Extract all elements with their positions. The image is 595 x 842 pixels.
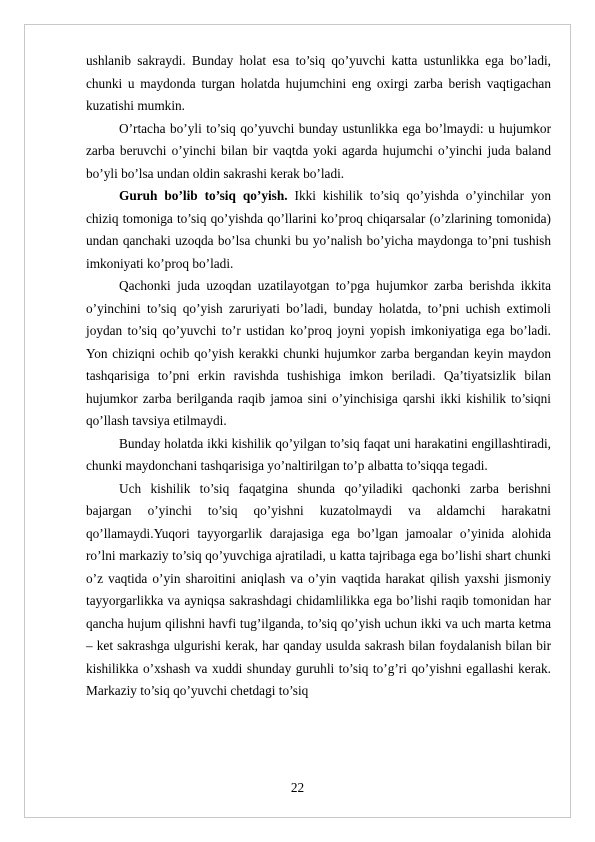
- page-number: 22: [290, 780, 305, 795]
- document-body: [86, 50, 551, 703]
- paragraph-3-text: Ikki kishilik to’siq qo’yishda o’yinchilar yon chiziq tomoniga to’siq qo’yishda qo’llarini ko’proq chiqarsalar (o’zlarining tomonida) undan qanchaki uzoqda bo’lsa chunki bu yo’nalish bo’yicha maydonga to’pni tushish imkoniyati ko’proq bo’ladi.: [86, 188, 551, 271]
- paragraph-6-text: Uch kishilik to’siq faqatgina shunda qo’yiladiki qachonki zarba berishni bajargan o’yinchi to’siq qo’yishni kuzatolmaydi va aldamchi harakatni qo’llamaydi.Yuqori tayyorgarlik darajasiga ega bo’lgan jamoalar o’yinida alohida ro’lni markaziy to’siq qo’yuvchiga ajratiladi, u katta tajribaga ega bo’lishi shart chunki o’z vaqtida o’yin sharoitini aniqlash va o’yin vaqtida harakat qilish yaxshi jismoniy tayyorgarlikka va ayniqsa sakrashdagi chidamlilikka ega bo’lishi raqib tomonidan har qancha hujum qilishni havfi tug’ilganda, to’siq qo’yish uchun ikki va uch marta ketma – ket sakrashga ulgurishi kerak, har qanday usulda sakrash bilan foydalanish bilan bir kishilikka o’xshash va xuddi shunday guruhli to’siq to’g’ri qo’yishni egallashi kerak. Markaziy to’siq qo’yuvchi chetdagi to’siq: [86, 480, 551, 698]
- paragraph-5: [86, 433, 551, 478]
- paragraph-2: [86, 118, 551, 186]
- paragraph-1-text: ushlanib sakraydi. Bunday holat esa to’siq qo’yuvchi katta ustunlikka ega bo’ladi, chunki u maydonda turgan holatda hujumchini eng oxirgi zarba berish vaqtigachan kuzatishi mumkin.: [86, 53, 551, 113]
- paragraph-3: [86, 185, 551, 275]
- paragraph-2-text: O’rtacha bo’yli to’siq qo’yuvchi bunday ustunlikka ega bo’lmaydi: u hujumkor zarba beruvchi o’yinchi bilan bir vaqtda yoki agarda hujumchi o’yinchi juda baland bo’yli bo’lsa undan oldin sakrashi kerak bo’ladi.: [86, 120, 551, 181]
- paragraph-4: [86, 275, 551, 433]
- paragraph-5-text: Bunday holatda ikki kishilik qo’yilgan to’siq faqat uni harakatini engillashtiradi, chunki maydonchani tashqarisiga yo’naltirilgan to’p albatta to’siqqa tegadi.: [86, 435, 551, 473]
- paragraph-1: [86, 50, 551, 118]
- section-heading: Guruh bo’lib to’siq qo’yish.: [119, 188, 288, 203]
- paragraph-4-text: Qachonki juda uzoqdan uzatilayotgan to’pga hujumkor zarba berishda ikkita o’yinchini to’siq qo’yish zaruriyati bo’ladi, bunday holatda, to’pni uchish extimoli joydan to’siq qo’yuvchi to’r ustidan ko’proq joyni yopish imkoniyatiga ega bo’ladi. Yon chiziqni ochib qo’yish kerakki chunki hujumkor zarba bergandan keyin maydon tashqarisiga to’pni erkin ravishda tushishiga imkon beriladi. Qa’tiyatsizlik bilan hujumkor zarba berilganda raqib jamoa sini o’yinchisiga qarshi ikki kishilik to’siqni qo’llash tavsiya etilmaydi.: [86, 278, 551, 428]
- paragraph-6: [86, 478, 551, 703]
